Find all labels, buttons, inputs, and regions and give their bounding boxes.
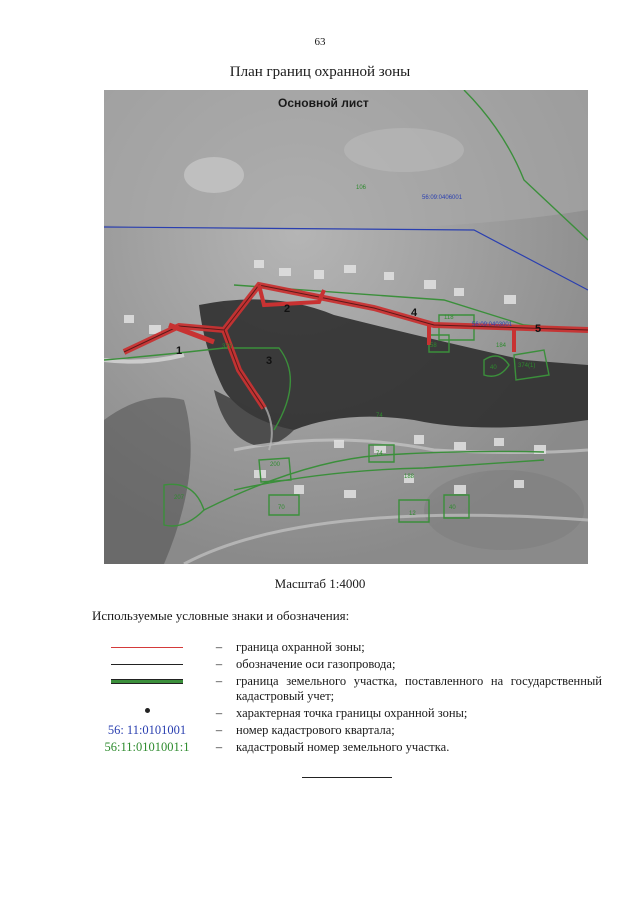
parcel-label: 40 bbox=[449, 505, 456, 511]
legend-item bbox=[92, 706, 602, 721]
map-scale: Масштаб 1:4000 bbox=[274, 576, 366, 591]
legend-description: обозначение оси газопровода; bbox=[236, 657, 396, 671]
legend-item bbox=[92, 657, 602, 672]
legend-item bbox=[92, 723, 602, 738]
page-number: 63 bbox=[314, 36, 326, 48]
legend-description: номер кадастрового квартала; bbox=[236, 723, 395, 737]
parcel-label: 70 bbox=[278, 505, 285, 511]
parcel-label: 106 bbox=[356, 185, 367, 191]
legend-heading: Используемые условные знаки и обозначения: bbox=[92, 608, 350, 623]
dot-symbol bbox=[92, 706, 202, 721]
page-title: План границ охранной зоны bbox=[229, 64, 411, 80]
map-sheet-title: Основной лист bbox=[278, 96, 369, 110]
cadastral-quarter-label: 56:09:0406001 bbox=[422, 195, 463, 201]
legend-dash: – bbox=[215, 640, 223, 654]
point-label: 3 bbox=[266, 355, 273, 367]
legend-dash: – bbox=[215, 740, 223, 754]
parcel-label: 58 bbox=[430, 343, 437, 349]
legend-item bbox=[92, 674, 602, 704]
legend-dash: – bbox=[215, 723, 223, 737]
legend-description: характерная точка границы охранной зоны; bbox=[236, 706, 468, 720]
legend bbox=[92, 640, 602, 757]
parcel-label: 207 bbox=[174, 495, 185, 501]
parcel-label: 74 bbox=[376, 451, 383, 457]
point-label: 1 bbox=[176, 345, 183, 357]
black-line-symbol bbox=[92, 657, 202, 672]
legend-item bbox=[92, 640, 602, 655]
aerial-map bbox=[104, 90, 588, 564]
quarter-number-symbol: 56: 11:0101001 bbox=[107, 723, 187, 737]
legend-description: граница земельного участка, поставленного на государственный кадастровый учет; bbox=[236, 674, 602, 703]
legend-description: граница охранной зоны; bbox=[236, 640, 365, 654]
point-label: 4 bbox=[411, 307, 418, 319]
parcel-label: 184 bbox=[496, 343, 507, 349]
parcel-label: 374(1) bbox=[518, 363, 536, 369]
red-line-symbol bbox=[92, 640, 202, 655]
legend-dash: – bbox=[215, 657, 223, 671]
point-label: 5 bbox=[535, 323, 542, 335]
parcel-label: 379 bbox=[222, 344, 233, 350]
parcel-label: 12 bbox=[409, 511, 416, 517]
parcel-label: 40 bbox=[490, 365, 497, 371]
green-line-symbol bbox=[92, 674, 202, 689]
legend-item bbox=[92, 740, 602, 755]
point-label: 2 bbox=[284, 303, 291, 315]
parcel-label: 74 bbox=[376, 413, 383, 419]
parcel-label: 118 bbox=[444, 315, 454, 321]
legend-dash: – bbox=[215, 706, 223, 720]
footer-divider bbox=[302, 777, 392, 778]
cadastral-quarter-label: 56:09:0403001 bbox=[472, 322, 513, 328]
legend-description: кадастровый номер земельного участка. bbox=[236, 740, 450, 754]
parcel-label: 200 bbox=[270, 462, 281, 468]
legend-dash: – bbox=[215, 674, 223, 688]
parcel-label: 188 bbox=[404, 474, 415, 480]
parcel-number-symbol: 56:11:0101001:1 bbox=[104, 740, 190, 754]
